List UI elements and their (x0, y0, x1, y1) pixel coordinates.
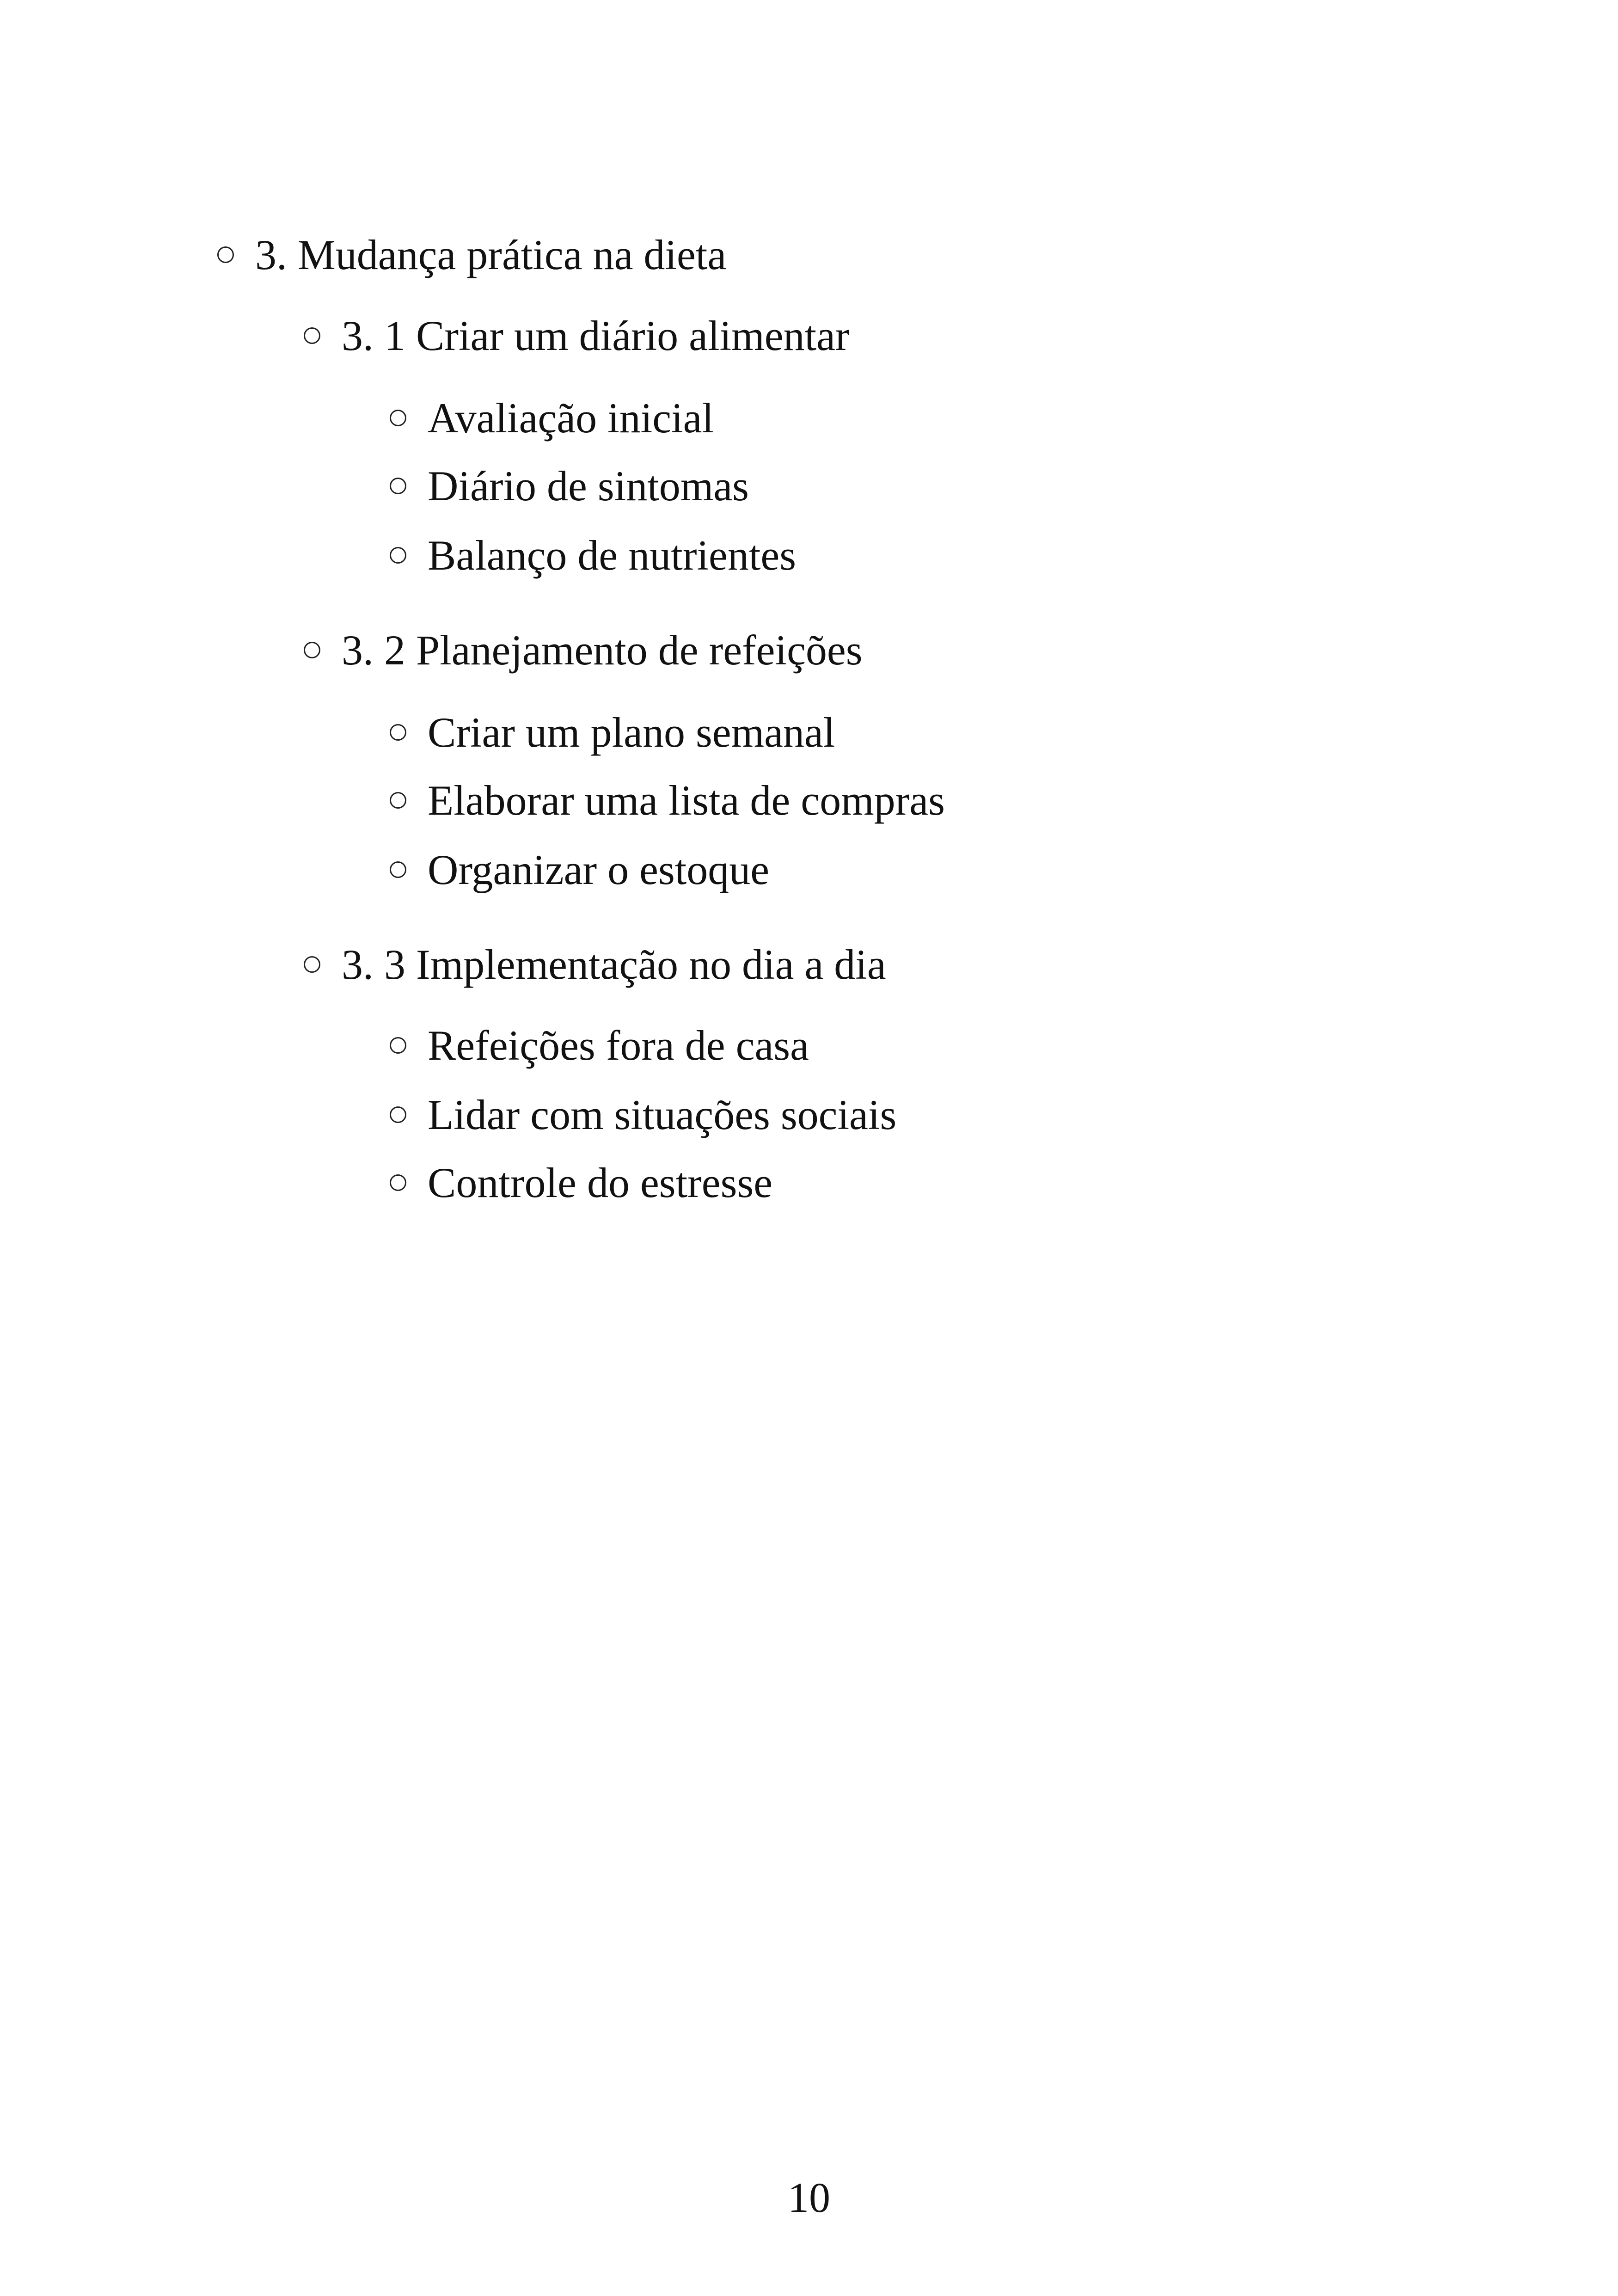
item-label: Elaborar uma lista de compras (428, 777, 945, 824)
outline-section (217, 233, 726, 276)
hollow-circle-icon (304, 327, 320, 344)
hollow-circle-icon (390, 410, 406, 426)
outline-item (390, 779, 945, 822)
hollow-circle-icon (390, 724, 406, 741)
subsection-label: 3. 2 Planejamento de refeições (342, 626, 863, 674)
item-label: Criar um plano semanal (428, 709, 835, 756)
outline-item (390, 462, 749, 510)
hollow-circle-icon (390, 1106, 406, 1123)
item-label: Avaliação inicial (428, 394, 714, 442)
outline-item (390, 848, 769, 891)
hollow-circle-icon (390, 1037, 406, 1054)
outline-item (390, 1024, 809, 1067)
hollow-circle-icon (217, 246, 234, 263)
item-label: Refeições fora de casa (428, 1022, 809, 1069)
hollow-circle-icon (390, 478, 406, 494)
page-number: 10 (788, 2174, 830, 2221)
hollow-circle-icon (390, 1174, 406, 1191)
item-label: Diário de sintomas (428, 462, 749, 510)
hollow-circle-icon (304, 642, 320, 658)
item-label: Controle do estresse (428, 1159, 773, 1206)
item-label: Lidar com situações sociais (428, 1091, 897, 1138)
item-label: Organizar o estoque (428, 846, 770, 893)
hollow-circle-icon (390, 547, 406, 564)
outline-item (390, 394, 714, 442)
outline-item (390, 534, 796, 577)
outline-item (390, 1161, 772, 1204)
outline-item (390, 711, 835, 754)
subsection-label: 3. 1 Criar um diário alimentar (342, 312, 850, 359)
outline-subsection (304, 626, 863, 674)
outline-subsection (304, 943, 886, 986)
outline-subsection (304, 314, 850, 357)
subsection-label: 3. 3 Implementação no dia a dia (342, 941, 886, 988)
hollow-circle-icon (390, 792, 406, 809)
item-label: Balanço de nutrientes (428, 532, 797, 579)
outline-item (390, 1093, 896, 1136)
section-label: 3. Mudança prática na dieta (255, 231, 727, 278)
hollow-circle-icon (390, 861, 406, 878)
hollow-circle-icon (304, 956, 320, 973)
